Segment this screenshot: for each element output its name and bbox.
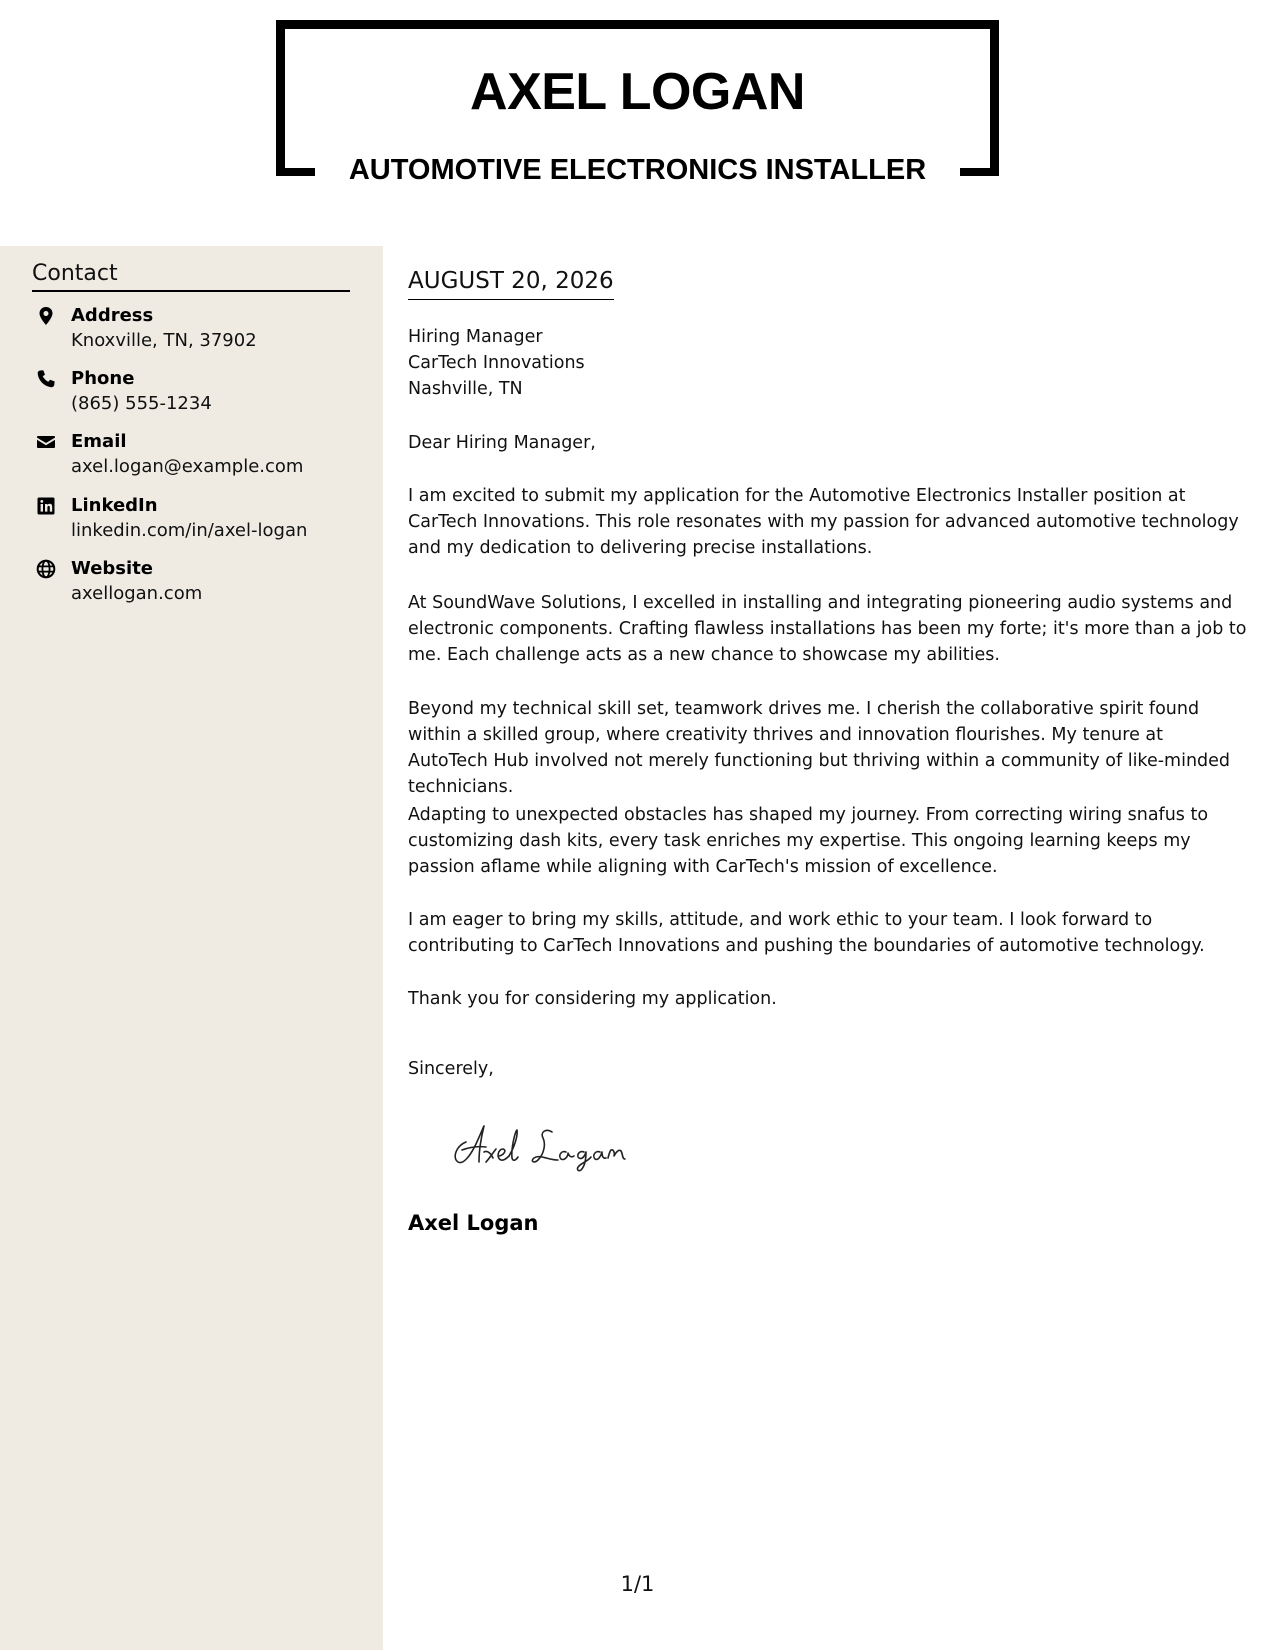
envelope-icon: [36, 432, 56, 452]
contact-label-website: Website: [71, 558, 154, 579]
linkedin-icon: [36, 496, 56, 516]
contact-value-linkedin: linkedin.com/in/axel-logan: [71, 520, 308, 541]
paragraph: I am eager to bring my skills, attitude, and work ethic to your team. I look forward to contributing to CarTech Innovations and pushing the boundaries of automotive technology.: [408, 910, 1205, 956]
contact-label-linkedin: LinkedIn: [71, 495, 158, 516]
contact-value-website: axellogan.com: [71, 583, 203, 604]
contact-value-phone: (865) 555-1234: [71, 393, 212, 414]
applicant-name: AXEL LOGAN: [470, 63, 805, 121]
signer-name: Axel Logan: [408, 1211, 539, 1235]
recipient-location: Nashville, TN: [408, 379, 523, 399]
recipient-block: [408, 324, 585, 402]
contact-value-email: axel.logan@example.com: [71, 456, 304, 477]
paragraph: I am excited to submit my application for the Automotive Electronics Installer position at CarTech Innovations. This role resonates with my passion for advanced automotive technology and my dedication to delivering precise installations.: [408, 486, 1239, 558]
paragraph: At SoundWave Solutions, I excelled in installing and integrating pioneering audio systems and electronic components. Crafting flawless installations has been my forte; it's more than a job to me. Each challenge acts as a new chance to showcase my abilities.: [408, 593, 1247, 665]
paragraph: Adapting to unexpected obstacles has shaped my journey. From correcting wiring snafus to customizing dash kits, every task enriches my expertise. This ongoing learning keeps my passion aflame while aligning with CarTech's mission of excellence.: [408, 805, 1209, 877]
recipient-title: Hiring Manager: [408, 327, 543, 347]
handwritten-signature: [448, 1116, 648, 1172]
contact-value-address: Knoxville, TN, 37902: [71, 330, 257, 351]
map-pin-icon: [36, 306, 56, 326]
paragraph: Beyond my technical skill set, teamwork drives me. I cherish the collaborative spirit found within a skilled group, where creativity thrives and innovation flourishes. My tenure at AutoTech Hub involved not merely functioning but thriving within a community of like-minded technicians.: [408, 699, 1231, 797]
phone-icon: [36, 369, 56, 389]
recipient-company: CarTech Innovations: [408, 353, 585, 373]
salutation: Dear Hiring Manager,: [408, 433, 596, 453]
contact-label-email: Email: [71, 431, 127, 452]
thanks-line: Thank you for considering my application.: [408, 989, 777, 1009]
closing: Sincerely,: [408, 1059, 494, 1079]
globe-icon: [36, 559, 56, 579]
job-title: AUTOMOTIVE ELECTRONICS INSTALLER: [348, 154, 927, 186]
contact-heading: Contact: [32, 260, 350, 292]
page-number: 1/1: [620, 1572, 655, 1596]
contact-label-phone: Phone: [71, 368, 135, 389]
letter-date: AUGUST 20, 2026: [408, 266, 614, 300]
frame-top-border: [276, 20, 999, 29]
contact-label-address: Address: [71, 305, 154, 326]
contact-sidebar: [0, 246, 383, 1650]
